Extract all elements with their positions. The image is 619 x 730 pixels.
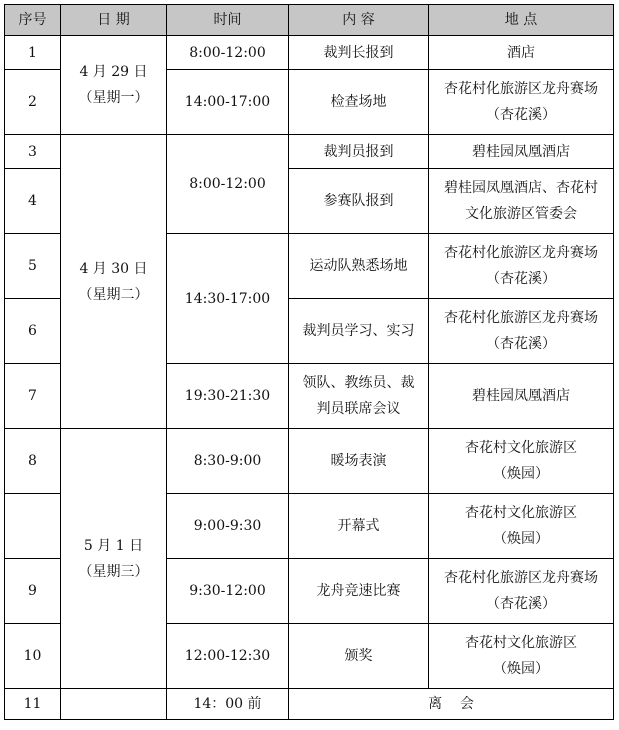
time-cell: 14：00 前 — [167, 689, 289, 720]
seq-cell: 1 — [5, 36, 61, 70]
weekday-line: （星期二） — [78, 286, 149, 303]
weekday-line: （星期三） — [78, 563, 149, 580]
location-line: （焕园） — [493, 466, 549, 482]
date-cell-apr30 — [61, 135, 167, 429]
date-cell-empty — [61, 689, 167, 720]
location-cell — [429, 494, 614, 559]
content-cell: 暖场表演 — [289, 429, 429, 494]
location-line: （焕园） — [493, 661, 549, 677]
location-line: 杏花村化旅游区龙舟赛场 — [444, 81, 598, 97]
date-cell-may1 — [61, 429, 167, 689]
content-cell — [289, 364, 429, 429]
location-line: （杏花溪） — [486, 107, 556, 123]
content-cell: 检查场地 — [289, 70, 429, 135]
time-cell: 8:00-12:00 — [167, 135, 289, 234]
content-cell: 运动队熟悉场地 — [289, 234, 429, 299]
location-cell — [429, 429, 614, 494]
seq-cell: 2 — [5, 70, 61, 135]
date-line: 5 月 1 日 — [83, 537, 144, 554]
content-cell: 参赛队报到 — [289, 169, 429, 234]
seq-cell: 4 — [5, 169, 61, 234]
location-line: （杏花溪） — [486, 596, 556, 612]
location-cell — [429, 559, 614, 624]
date-line: 4 月 29 日 — [79, 64, 148, 80]
time-cell: 8:30-9:00 — [167, 429, 289, 494]
seq-cell: 3 — [5, 135, 61, 169]
weekday-line: （星期一） — [78, 90, 149, 106]
location-line: 杏花村化旅游区龙舟赛场 — [444, 310, 598, 326]
seq-cell — [5, 494, 61, 559]
content-cell: 裁判员学习、实习 — [289, 299, 429, 364]
content-line: 判员联席会议 — [316, 401, 401, 417]
time-cell: 9:00-9:30 — [167, 494, 289, 559]
time-cell: 14:30-17:00 — [167, 234, 289, 364]
seq-cell: 11 — [5, 689, 61, 720]
schedule-table — [4, 4, 614, 720]
location-line: （杏花溪） — [486, 271, 556, 287]
date-line: 4 月 30 日 — [79, 260, 148, 277]
content-cell: 裁判长报到 — [289, 36, 429, 70]
seq-cell: 5 — [5, 234, 61, 299]
location-cell: 酒店 — [429, 36, 614, 70]
header-content: 内 容 — [289, 5, 429, 36]
location-line: 碧桂园凤凰酒店、杏花村 — [444, 180, 598, 196]
header-seq: 序号 — [5, 5, 61, 36]
seq-cell: 10 — [5, 624, 61, 689]
location-line: 杏花村文化旅游区 — [465, 635, 577, 651]
location-line: 杏花村化旅游区龙舟赛场 — [444, 245, 598, 261]
time-cell: 12:00-12:30 — [167, 624, 289, 689]
location-line: 杏花村文化旅游区 — [465, 505, 577, 521]
table-row — [5, 689, 614, 720]
content-cell: 龙舟竞速比赛 — [289, 559, 429, 624]
time-cell: 9:30-12:00 — [167, 559, 289, 624]
header-time: 时间 — [167, 5, 289, 36]
location-cell — [429, 299, 614, 364]
content-cell: 开幕式 — [289, 494, 429, 559]
header-location: 地 点 — [429, 5, 614, 36]
seq-cell: 8 — [5, 429, 61, 494]
time-cell: 8:00-12:00 — [167, 36, 289, 70]
location-cell — [429, 234, 614, 299]
location-cell: 碧桂园凤凰酒店 — [429, 135, 614, 169]
seq-cell: 9 — [5, 559, 61, 624]
table-row — [5, 135, 614, 169]
time-cell: 14:00-17:00 — [167, 70, 289, 135]
content-cell: 裁判员报到 — [289, 135, 429, 169]
location-line: （焕园） — [493, 531, 549, 547]
seq-cell: 6 — [5, 299, 61, 364]
table-row — [5, 429, 614, 494]
header-date: 日 期 — [61, 5, 167, 36]
location-cell — [429, 624, 614, 689]
location-cell: 碧桂园凤凰酒店 — [429, 364, 614, 429]
date-cell-apr29 — [61, 36, 167, 135]
content-cell-departure: 离 会 — [289, 689, 614, 720]
time-cell: 19:30-21:30 — [167, 364, 289, 429]
location-line: （杏花溪） — [486, 336, 556, 352]
location-cell — [429, 70, 614, 135]
location-cell — [429, 169, 614, 234]
content-line: 领队、教练员、裁 — [302, 375, 415, 391]
header-row — [5, 5, 614, 36]
location-line: 文化旅游区管委会 — [465, 206, 577, 222]
location-line: 杏花村文化旅游区 — [465, 440, 577, 456]
location-line: 杏花村化旅游区龙舟赛场 — [444, 570, 598, 586]
seq-cell: 7 — [5, 364, 61, 429]
content-cell: 颁奖 — [289, 624, 429, 689]
table-row — [5, 36, 614, 70]
